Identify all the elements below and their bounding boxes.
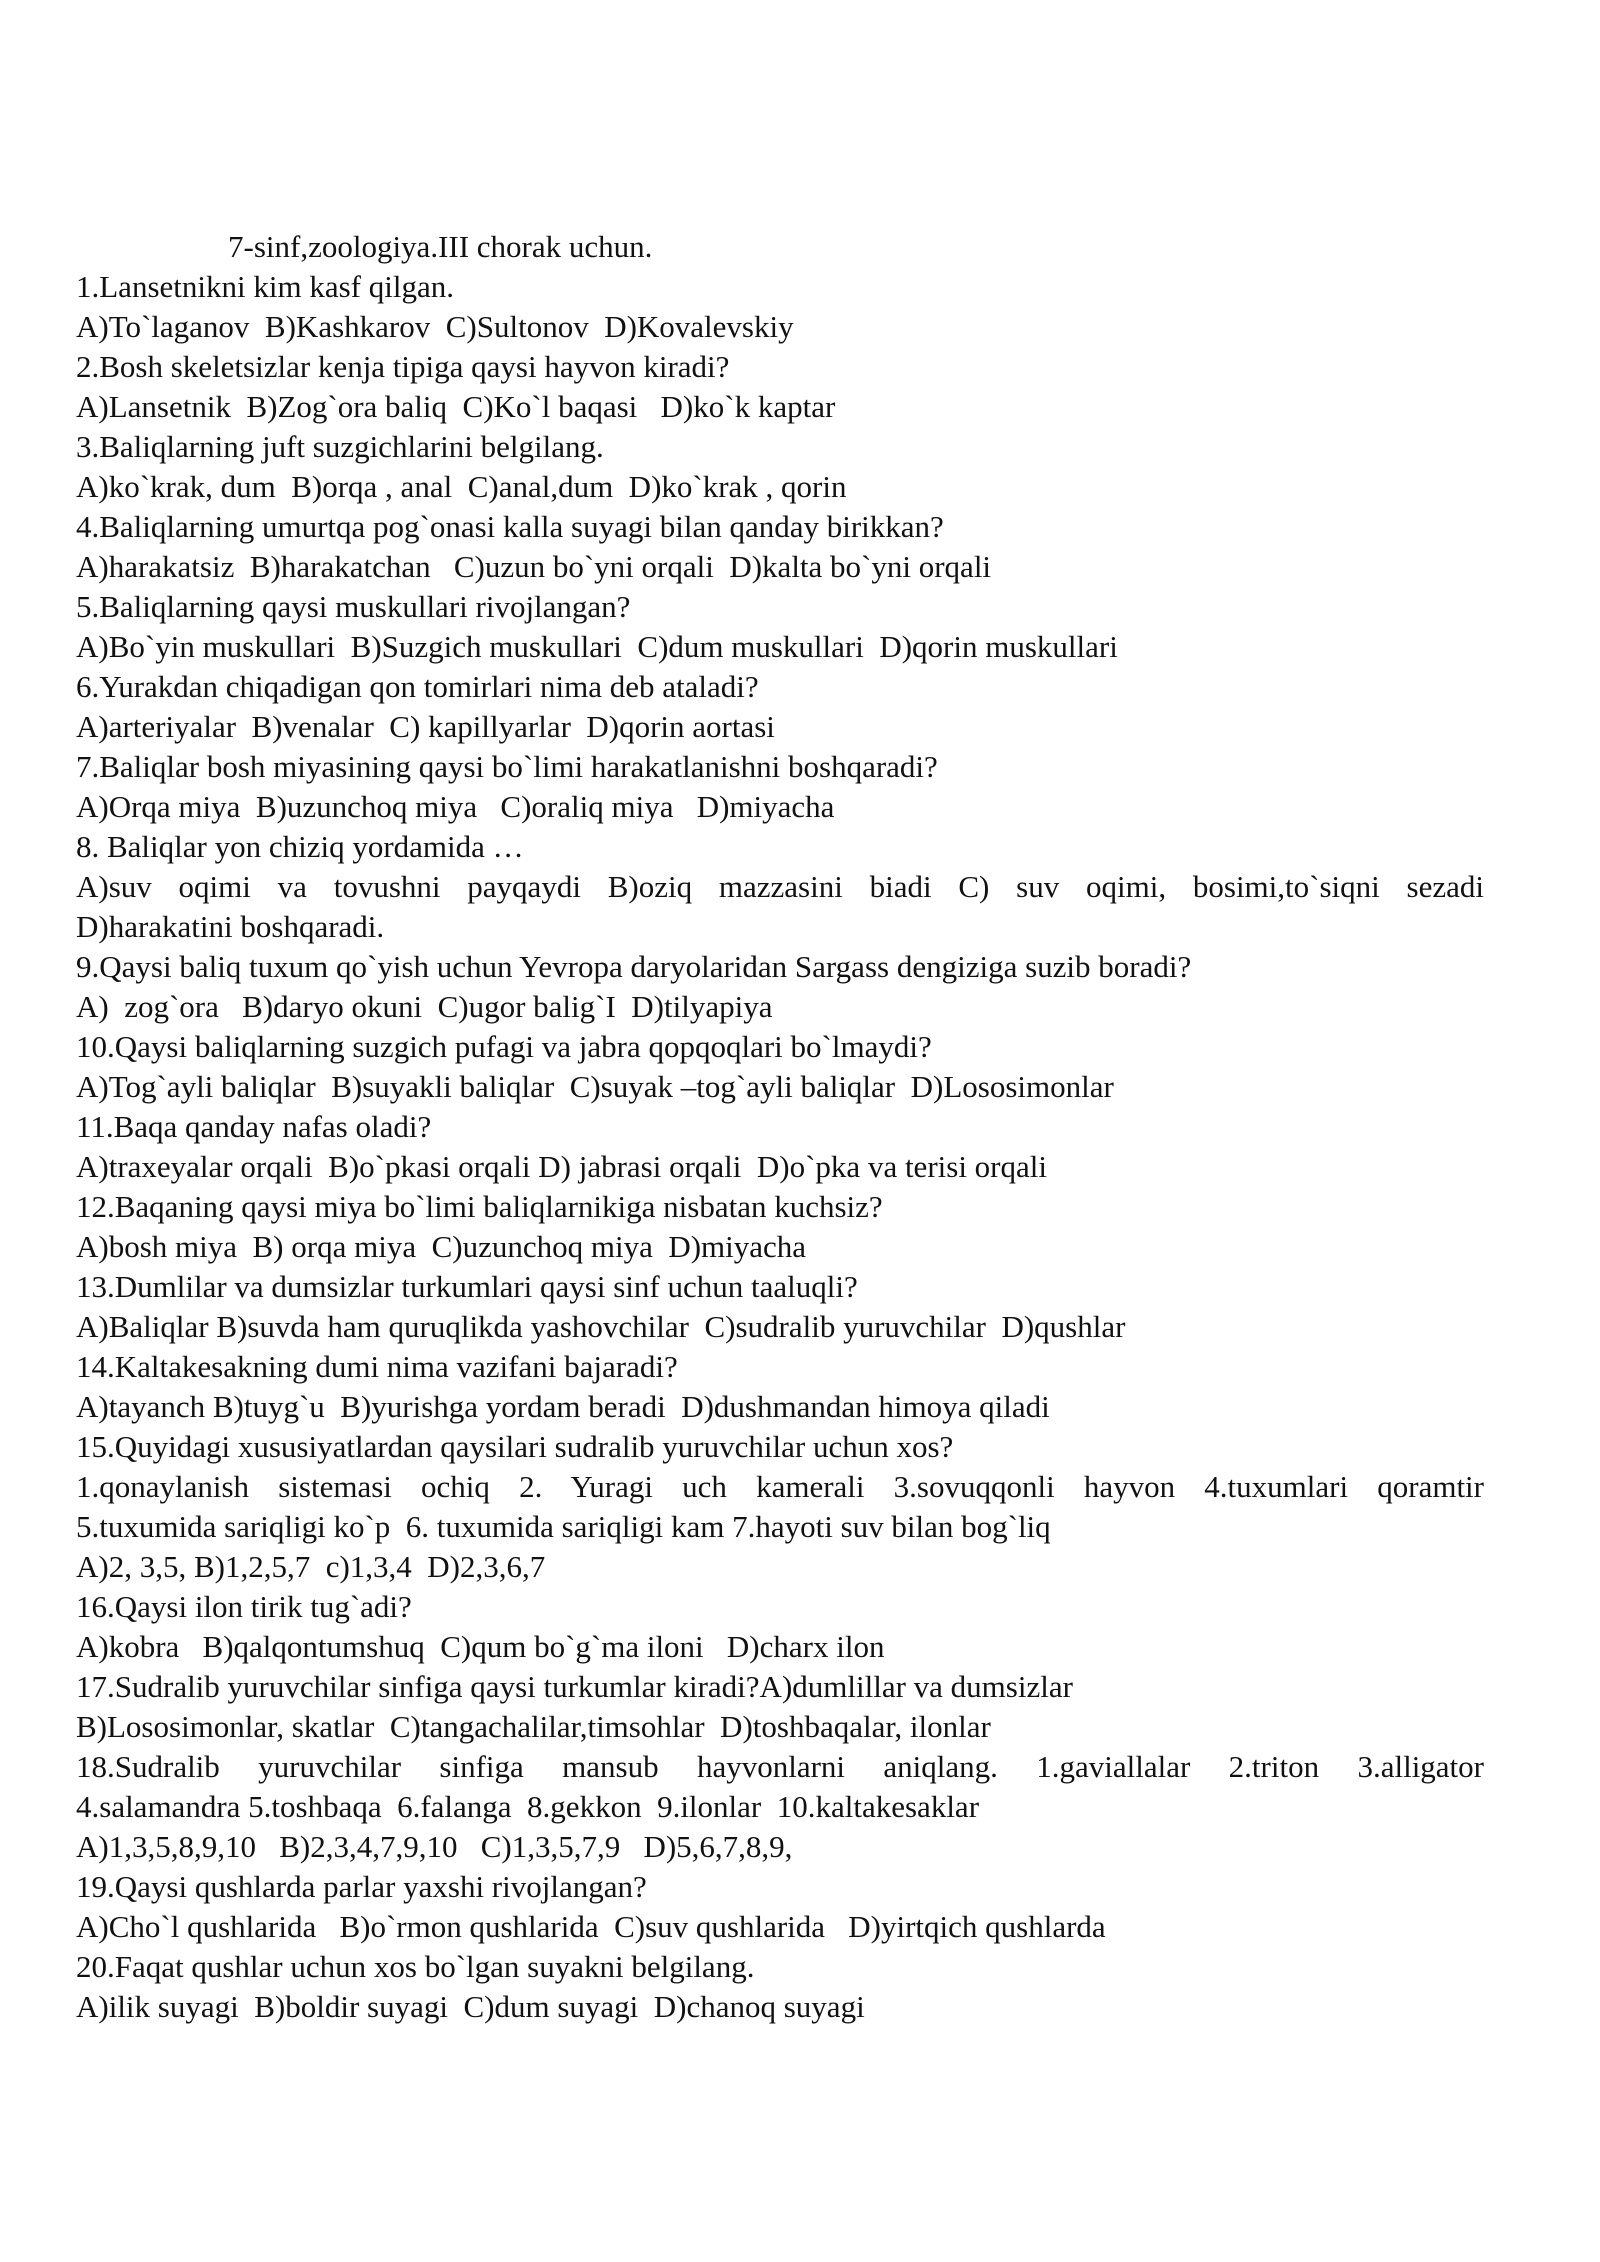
text-line: B)Lososimonlar, skatlar C)tangachalilar,timsohlar D)toshbaqalar, ilonlar	[76, 1709, 991, 1744]
question-list	[76, 267, 1484, 2027]
text-line: A)Orqa miya B)uzunchoq miya C)oraliq miya D)miyacha	[76, 789, 835, 824]
text-line: 9.Qaysi baliq tuxum qo`yish uchun Yevropa daryolaridan Sargass dengiziga suzib boradi?	[76, 949, 1192, 984]
text-line: 20.Faqat qushlar uchun xos bo`lgan suyakni belgilang.	[76, 1949, 755, 1984]
text-line: A)ilik suyagi B)boldir suyagi C)dum suyagi D)chanoq suyagi	[76, 1989, 865, 2024]
text-line: 10.Qaysi baliqlarning suzgich pufagi va jabra qopqoqlari bo`lmaydi?	[76, 1029, 932, 1064]
worksheet-title: 7-sinf,zoologiya.III chorak uchun.	[228, 229, 653, 264]
text-line: A)Tog`ayli baliqlar B)suyakli baliqlar C)suyak –tog`ayli baliqlar D)Lososimonlar	[76, 1069, 1114, 1104]
text-line: A)1,3,5,8,9,10 B)2,3,4,7,9,10 C)1,3,5,7,9 D)5,6,7,8,9,	[76, 1829, 793, 1864]
text-line: 8. Baliqlar yon chiziq yordamida …	[76, 829, 524, 864]
text-line: 19.Qaysi qushlarda parlar yaxshi rivojlangan?	[76, 1869, 647, 1904]
text-line: 16.Qaysi ilon tirik tug`adi?	[76, 1589, 412, 1624]
text-line: 18.Sudralib yuruvchilar sinfiga mansub hayvonlarni aniqlang. 1.gaviallalar 2.triton 3.alligator	[76, 1749, 1484, 1784]
text-line: A)Baliqlar B)suvda ham quruqlikda yashovchilar C)sudralib yuruvchilar D)qushlar	[76, 1309, 1126, 1344]
text-line: 4.salamandra 5.toshbaqa 6.falanga 8.gekkon 9.ilonlar 10.kaltakesaklar	[76, 1789, 980, 1824]
text-line: A)bosh miya B) orqa miya C)uzunchoq miya D)miyacha	[76, 1229, 807, 1264]
text-line: D)harakatini boshqaradi.	[76, 909, 385, 944]
text-line: A)Cho`l qushlarida B)o`rmon qushlarida C)suv qushlarida D)yirtqich qushlarda	[76, 1909, 1106, 1944]
worksheet-page	[76, 227, 1484, 2027]
text-line: 5.Baliqlarning qaysi muskullari rivojlangan?	[76, 589, 631, 624]
text-line: A)kobra B)qalqontumshuq C)qum bo`g`ma iloni D)charx ilon	[76, 1629, 885, 1664]
text-line: A)tayanch B)tuyg`u B)yurishga yordam beradi D)dushmandan himoya qiladi	[76, 1389, 1050, 1424]
text-line: 6.Yurakdan chiqadigan qon tomirlari nima deb ataladi?	[76, 669, 759, 704]
text-line: 14.Kaltakesakning dumi nima vazifani bajaradi?	[76, 1349, 678, 1384]
text-line: 1.qonaylanish sistemasi ochiq 2. Yuragi uch kamerali 3.sovuqqonli hayvon 4.tuxumlari qoramtir	[76, 1469, 1484, 1504]
text-line: 4.Baliqlarning umurtqa pog`onasi kalla suyagi bilan qanday birikkan?	[76, 509, 944, 544]
text-line: A)To`laganov B)Kashkarov C)Sultonov D)Kovalevskiy	[76, 309, 794, 344]
text-line: 3.Baliqlarning juft suzgichlarini belgilang.	[76, 429, 604, 464]
text-line: A)ko`krak, dum B)orqa , anal C)anal,dum D)ko`krak , qorin	[76, 469, 847, 504]
text-line: 5.tuxumida sariqligi ko`p 6. tuxumida sariqligi kam 7.hayoti suv bilan bog`liq	[76, 1509, 1051, 1544]
text-line: A)suv oqimi va tovushni payqaydi B)oziq mazzasini biadi C) suv oqimi, bosimi,to`siqni sezadi	[76, 869, 1484, 904]
text-line: A)traxeyalar orqali B)o`pkasi orqali D) jabrasi orqali D)o`pka va terisi orqali	[76, 1149, 1047, 1184]
text-line: 2.Bosh skeletsizlar kenja tipiga qaysi hayvon kiradi?	[76, 349, 730, 384]
text-line: A)harakatsiz B)harakatchan C)uzun bo`yni orqali D)kalta bo`yni orqali	[76, 549, 992, 584]
text-line: A)arteriyalar B)venalar C) kapillyarlar D)qorin aortasi	[76, 709, 775, 744]
text-line: A)Lansetnik B)Zog`ora baliq C)Ko`l baqasi D)ko`k kaptar	[76, 389, 836, 424]
text-line: A)Bo`yin muskullari B)Suzgich muskullari C)dum muskullari D)qorin muskullari	[76, 629, 1118, 664]
text-line: A) zog`ora B)daryo okuni C)ugor balig`I D)tilyapiya	[76, 989, 773, 1024]
text-line: 12.Baqaning qaysi miya bo`limi baliqlarnikiga nisbatan kuchsiz?	[76, 1189, 883, 1224]
text-line: 7.Baliqlar bosh miyasining qaysi bo`limi harakatlanishni boshqaradi?	[76, 749, 938, 784]
text-line: 11.Baqa qanday nafas oladi?	[76, 1109, 432, 1144]
text-line: 17.Sudralib yuruvchilar sinfiga qaysi turkumlar kiradi?A)dumlillar va dumsizlar	[76, 1669, 1073, 1704]
text-line: 13.Dumlilar va dumsizlar turkumlari qaysi sinf uchun taaluqli?	[76, 1269, 858, 1304]
text-line: 15.Quyidagi xususiyatlardan qaysilari sudralib yuruvchilar uchun xos?	[76, 1429, 954, 1464]
text-line: A)2, 3,5, B)1,2,5,7 c)1,3,4 D)2,3,6,7	[76, 1549, 546, 1584]
text-line: 1.Lansetnikni kim kasf qilgan.	[76, 269, 454, 304]
